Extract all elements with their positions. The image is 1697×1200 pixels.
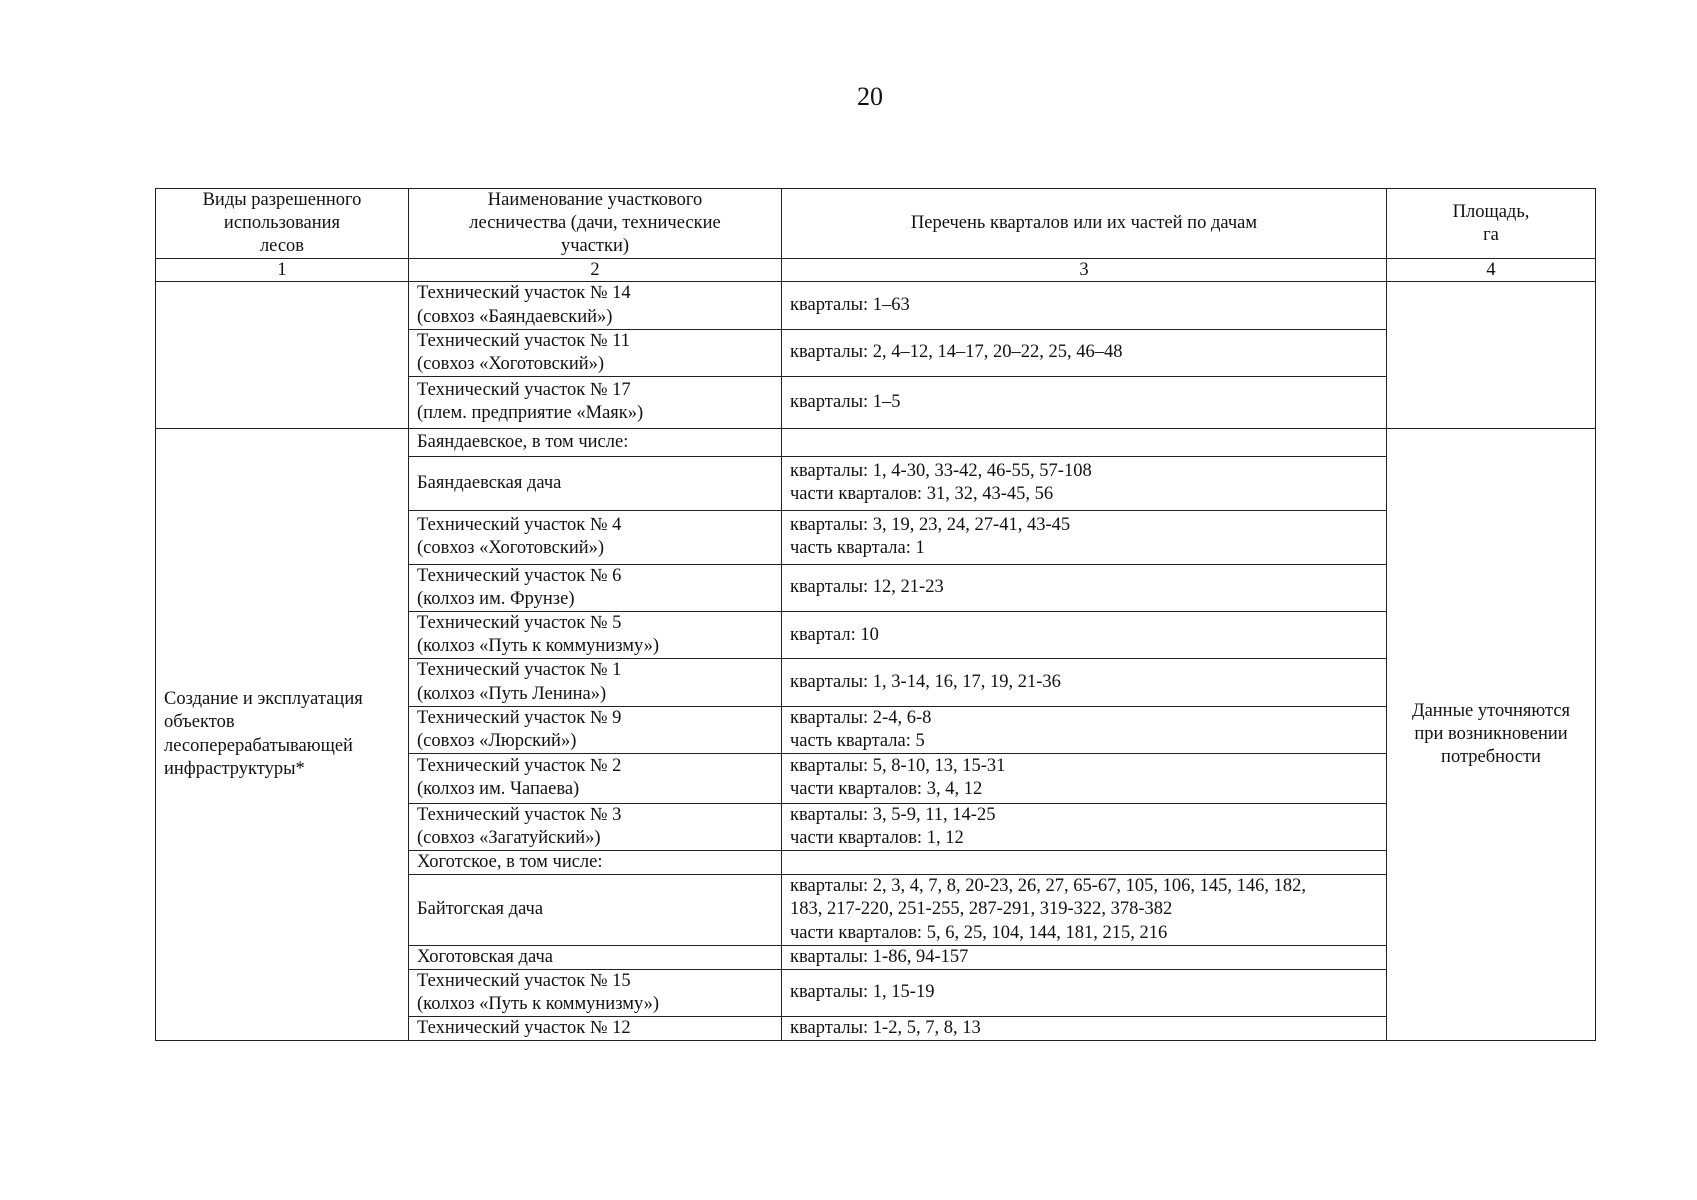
cell-line: кварталы: 1, 4-30, 33-42, 46-55, 57-108 (790, 461, 1092, 482)
cell-line: часть квартала: 1 (790, 538, 925, 559)
cell-line: Баяндаевское, в том числе: (417, 431, 629, 452)
table-row (156, 282, 1596, 329)
forestry-name-cell (409, 329, 782, 376)
header-area (1387, 189, 1596, 259)
cell-line: Технический участок № 6 (417, 565, 622, 586)
cell-line: кварталы: 2-4, 6-8 (790, 707, 932, 728)
forestry-name-cell (409, 706, 782, 753)
quarters-cell (782, 376, 1387, 428)
quarters-cell (782, 612, 1387, 659)
forestry-name-cell (409, 851, 782, 875)
forestry-name-cell (409, 659, 782, 706)
cell-line: Хоготовская дача (417, 946, 553, 967)
cell-line: кварталы: 1-86, 94-157 (790, 946, 969, 967)
group2-body (156, 428, 1596, 1040)
cell-line: (совхоз «Люрский») (417, 730, 577, 751)
cell-line: квартал: 10 (790, 624, 879, 645)
cell-line: инфраструктуры* (164, 758, 305, 779)
cell-line: Технический участок № 5 (417, 613, 622, 634)
cell-line: кварталы: 3, 5-9, 11, 14-25 (790, 804, 996, 825)
cell-line: (колхоз «Путь Ленина») (417, 683, 607, 704)
quarters-cell (782, 753, 1387, 803)
forestry-name-cell (409, 969, 782, 1016)
cell-line: кварталы: 2, 3, 4, 7, 8, 20-23, 26, 27, 65-67, 105, 106, 145, 146, 182, (790, 876, 1307, 897)
cell-line: части кварталов: 5, 6, 25, 104, 144, 181, 215, 216 (790, 922, 1168, 943)
forestry-name-cell (409, 282, 782, 329)
cell-line: кварталы: 3, 19, 23, 24, 27-41, 43-45 (790, 515, 1071, 536)
column-number: 4 (1387, 259, 1596, 282)
header-row (156, 189, 1596, 259)
forestry-name-cell (409, 510, 782, 564)
cell-line: (совхоз «Баяндаевский») (417, 306, 613, 327)
cell-line: Данные уточняются (1411, 700, 1571, 721)
cell-line: Технический участок № 9 (417, 707, 622, 728)
cell-line: кварталы: 1-2, 5, 7, 8, 13 (790, 1018, 981, 1038)
area-cell (1387, 282, 1596, 429)
cell-line: Виды разрешенного (202, 190, 362, 210)
cell-line: (плем. предприятие «Маяк») (417, 403, 644, 424)
cell-line: Технический участок № 4 (417, 515, 622, 536)
cell-line: кварталы: 5, 8-10, 13, 15-31 (790, 756, 1006, 777)
forestry-name-cell (409, 612, 782, 659)
group1-body (156, 282, 1596, 429)
quarters-cell (782, 659, 1387, 706)
forestry-name-cell (409, 945, 782, 969)
column-number: 1 (156, 259, 409, 282)
cell-line: часть квартала: 5 (790, 730, 925, 751)
cell-line: Байтогская дача (417, 899, 544, 920)
cell-line: лесоперерабатывающей (164, 735, 353, 756)
cell-line: (совхоз «Хоготовский») (417, 538, 605, 559)
cell-line: кварталы: 1–5 (790, 391, 901, 412)
cell-line: (колхоз им. Фрунзе) (417, 589, 575, 609)
cell-line: га (1483, 224, 1499, 245)
cell-line: Перечень кварталов или их частей по дачам (910, 213, 1258, 234)
cell-line: потребности (1441, 747, 1541, 768)
forestry-name-cell (409, 875, 782, 945)
cell-line: Наименование участкового (487, 190, 703, 210)
cell-line: части кварталов: 1, 12 (790, 828, 964, 848)
cell-line: Технический участок № 12 (417, 1018, 631, 1038)
cell-line: части кварталов: 3, 4, 12 (790, 779, 983, 800)
area-cell (1387, 428, 1596, 1040)
quarters-cell (782, 803, 1387, 850)
cell-line: Технический участок № 1 (417, 660, 622, 681)
forestry-name-cell (409, 564, 782, 611)
cell-line: Технический участок № 11 (417, 330, 630, 351)
cell-line: (колхоз «Путь к коммунизму») (417, 636, 660, 657)
quarters-cell (782, 969, 1387, 1016)
quarters-cell (782, 564, 1387, 611)
cell-line: использования (223, 213, 341, 234)
cell-line: лесничества (дачи, технические (469, 213, 721, 234)
cell-line: кварталы: 2, 4–12, 14–17, 20–22, 25, 46–48 (790, 342, 1123, 363)
cell-line: Технический участок № 2 (417, 756, 622, 777)
cell-line: лесов (259, 236, 305, 257)
quarters-cell (782, 510, 1387, 564)
quarters-cell (782, 875, 1387, 945)
cell-line: 183, 217-220, 251-255, 287-291, 319-322, 378-382 (790, 899, 1173, 920)
header-quarters-list (782, 189, 1387, 259)
column-number: 3 (782, 259, 1387, 282)
quarters-cell (782, 851, 1387, 875)
cell-line: (совхоз «Хоготовский») (417, 353, 605, 374)
quarters-cell (782, 282, 1387, 329)
header-forestry-name (409, 189, 782, 259)
cell-line: Технический участок № 15 (417, 970, 631, 991)
cell-line: части кварталов: 31, 32, 43-45, 56 (790, 484, 1054, 505)
table-row (156, 428, 1596, 456)
forest-usage-table (155, 188, 1596, 1041)
quarters-cell (782, 706, 1387, 753)
cell-line: объектов (164, 712, 235, 733)
cell-line: при возникновении (1414, 723, 1568, 744)
header-usage-types (156, 189, 409, 259)
quarters-cell (782, 945, 1387, 969)
cell-line: участки) (560, 236, 630, 257)
usage-cell (156, 428, 409, 1040)
cell-line: Создание и эксплуатация (164, 689, 363, 710)
quarters-cell (782, 456, 1387, 510)
forestry-name-cell (409, 428, 782, 456)
cell-line: кварталы: 12, 21-23 (790, 577, 944, 598)
cell-line: Технический участок № 14 (417, 283, 631, 304)
page-number: 20 (857, 82, 883, 111)
cell-line: (совхоз «Загатуйский») (417, 828, 601, 848)
column-number: 2 (409, 259, 782, 282)
quarters-cell (782, 1017, 1387, 1041)
column-number-row (156, 259, 1596, 282)
cell-line: кварталы: 1, 3-14, 16, 17, 19, 21-36 (790, 671, 1061, 692)
cell-line: (колхоз «Путь к коммунизму») (417, 993, 660, 1014)
forestry-name-cell (409, 753, 782, 803)
cell-line: Баяндаевская дача (417, 472, 562, 493)
forestry-name-cell (409, 1017, 782, 1041)
usage-cell (156, 282, 409, 429)
cell-line: Технический участок № 17 (417, 380, 631, 401)
cell-line: Технический участок № 3 (417, 804, 622, 825)
forestry-name-cell (409, 456, 782, 510)
cell-line: Хоготское, в том числе: (417, 852, 603, 873)
cell-line: Площадь, (1452, 201, 1530, 222)
quarters-cell (782, 329, 1387, 376)
cell-line: кварталы: 1, 15-19 (790, 982, 935, 1003)
forestry-name-cell (409, 376, 782, 428)
cell-line: кварталы: 1–63 (790, 294, 910, 315)
cell-line: (колхоз им. Чапаева) (417, 779, 580, 800)
forestry-name-cell (409, 803, 782, 850)
quarters-cell (782, 428, 1387, 456)
